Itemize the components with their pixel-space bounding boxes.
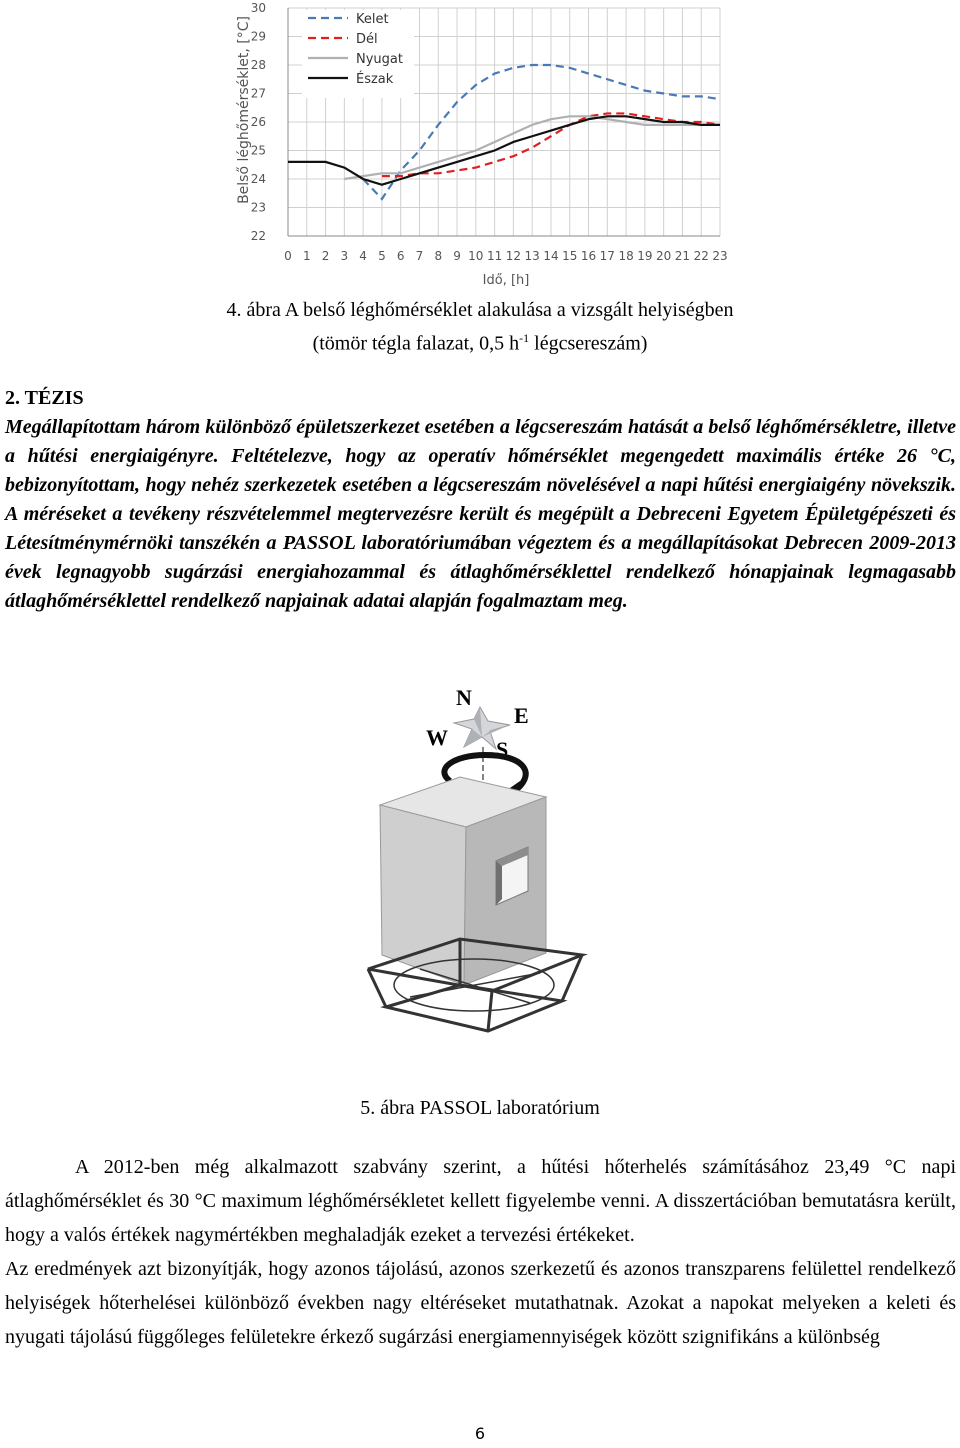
x-tick-label: 14 xyxy=(543,249,559,263)
y-axis-label: Belső léghőmérséklet, [°C] xyxy=(236,16,252,204)
legend-label: Nyugat xyxy=(356,52,403,67)
y-tick-label: 25 xyxy=(250,143,266,158)
y-tick-label: 29 xyxy=(250,29,266,44)
x-tick-label: 22 xyxy=(693,249,709,263)
y-tick-label: 27 xyxy=(250,86,266,101)
page-number: 6 xyxy=(474,1424,486,1443)
chart-svg xyxy=(220,0,740,290)
body-text xyxy=(5,1150,956,1354)
x-tick-label: 5 xyxy=(378,249,386,263)
x-tick-label: 17 xyxy=(599,249,615,263)
x-tick-label: 7 xyxy=(415,249,424,263)
y-tick-label: 26 xyxy=(250,115,266,129)
x-tick-label: 23 xyxy=(712,249,728,263)
x-tick-label: 1 xyxy=(302,249,311,263)
x-tick-label: 4 xyxy=(359,249,367,263)
paragraph-1: A 2012-ben még alkalmazott szabvány szerint, a hűtési hőterhelés számításához 23,49 °C napi átlaghőmérséklet és 30 °C maximum léghőmérsékletet kellett figyelembe venni. A disszertációban bemutatásra került, hogy a valós értékek nagymértékben meghaladják ezeket a tervezési értékeket. xyxy=(5,1156,956,1246)
caption-line2-post: légcsereszám) xyxy=(529,332,648,355)
caption-line2-pre: (tömör tégla falazat, 0,5 h xyxy=(312,332,520,355)
legend-label: Észak xyxy=(356,72,394,87)
compass-west-label: W xyxy=(426,725,448,750)
thesis-section xyxy=(5,384,956,616)
x-tick-label: 21 xyxy=(674,249,691,263)
compass-north-label: N xyxy=(456,685,472,710)
x-tick-label: 10 xyxy=(468,249,484,263)
x-tick-label: 6 xyxy=(396,249,405,263)
x-tick-label: 18 xyxy=(618,249,634,263)
x-tick-label: 9 xyxy=(453,249,461,263)
x-tick-label: 8 xyxy=(434,249,443,263)
figure-4-caption-line2 xyxy=(0,324,960,358)
legend-label: Dél xyxy=(356,32,378,47)
compass-south-label: S xyxy=(496,737,509,762)
temperature-line-chart xyxy=(220,0,740,290)
building-cube xyxy=(380,777,546,985)
paragraph-2: Az eredmények azt bizonyítják, hogy azonos tájolású, azonos szerkezetű és azonos transzparens felülettel rendelkező helyiségek hőterhelései különböző években nagy eltéréseket mutathatnak. Azokat a napokat melyeken a keleti és nyugati tájolású függőleges felületekre érkező sugárzási energiamennyiségek között szignifikáns a különbség xyxy=(5,1258,956,1348)
y-tick-label: 24 xyxy=(250,172,266,186)
legend-label: Kelet xyxy=(356,12,389,27)
x-tick-label: 16 xyxy=(580,249,597,263)
figure-5-caption: 5. ábra PASSOL laboratórium xyxy=(360,1097,600,1119)
figure-4-caption-line1: 4. ábra A belső léghőmérséklet alakulása a vizsgált helyiségben xyxy=(226,299,734,321)
x-tick-label: 20 xyxy=(656,249,672,263)
x-tick-label: 13 xyxy=(524,249,540,263)
x-tick-label: 2 xyxy=(321,249,330,263)
caption-line2-sup: -1 xyxy=(519,331,530,345)
x-tick-label: 0 xyxy=(284,249,292,263)
thesis-text: Megállapítottam három különböző épületszerkezet esetében a légcsereszám hatását a belső léghőmérsékletre, illetve a hűtési energiaigényre. Feltételezve, hogy az operatív hőmérséklet megengedett maximális értéke 26 °C, bebizonyítottam, hogy nehéz szerkezetek esetében a légcsereszám növelésével a napi hűtési energiaigény növekszik. A méréseket a tevékeny részvételemmel megtervezésre került és megépült a Debreceni Egyetem Épületgépészeti és Létesítménymérnöki tanszékén a PASSOL laboratóriumában végeztem és a megállapításokat Debrecen 2009-2013 évek legnagyobb sugárzási energiahozammal és átlaghőmérséklettel rendelkező hónapjainak legmagasabb átlaghőmérséklettel rendelkező napjainak adatai alapján fogalmaztam meg. xyxy=(5,416,956,612)
x-tick-label: 3 xyxy=(340,249,349,263)
x-tick-label: 11 xyxy=(486,249,503,263)
y-tick-label: 30 xyxy=(250,1,266,15)
thesis-heading: 2. TÉZIS xyxy=(5,387,84,409)
y-tick-label: 23 xyxy=(250,200,266,215)
x-tick-label: 12 xyxy=(505,249,522,263)
x-axis-label: Idő, [h] xyxy=(482,273,530,288)
chart-legend xyxy=(302,10,414,98)
passol-illustration xyxy=(350,685,610,1085)
compass-east-label: E xyxy=(514,703,529,728)
y-tick-label: 28 xyxy=(250,58,266,72)
passol-laboratory-figure xyxy=(350,685,610,1085)
y-tick-label: 22 xyxy=(250,229,266,243)
x-tick-label: 19 xyxy=(637,249,653,263)
x-tick-label: 15 xyxy=(562,249,578,263)
